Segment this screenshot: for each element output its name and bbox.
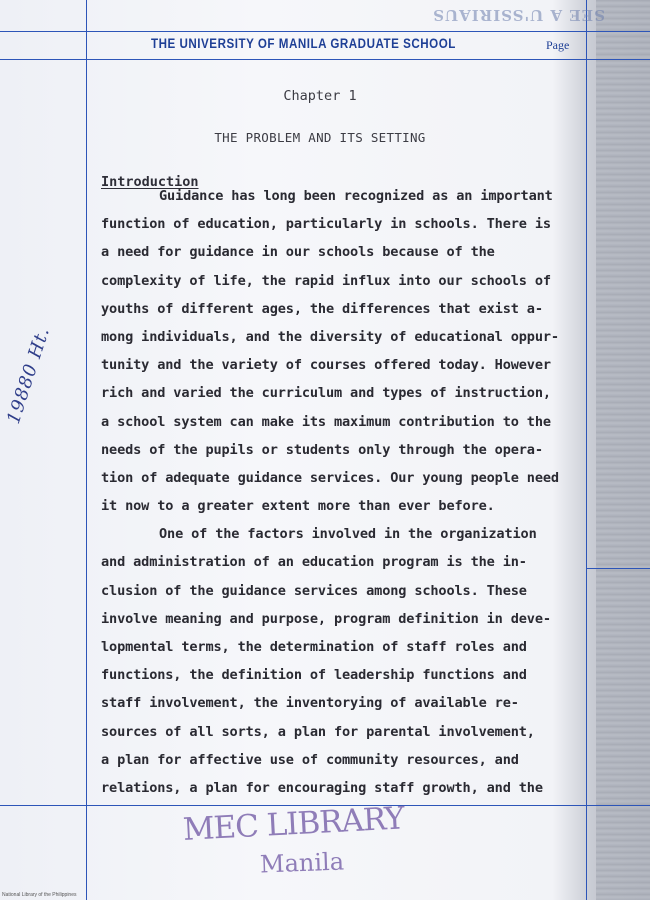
text-line: involve meaning and purpose, program definition in deve- — [101, 610, 551, 627]
handwritten-margin-note: 19880 Ht. — [3, 324, 55, 427]
top-stamp: SEE A U'SSIRIAUS — [432, 6, 605, 24]
library-stamp-name: MEC LIBRARY — [182, 800, 405, 848]
text-line: complexity of life, the rapid influx into our schools of — [101, 272, 551, 289]
text-line: functions, the definition of leadership functions and — [101, 667, 527, 684]
rule-right-mark — [586, 568, 650, 569]
text-line: tunity and the variety of courses offered today. However — [101, 357, 551, 374]
page-header-title: THE UNIVERSITY OF MANILA GRADUATE SCHOOL — [151, 36, 456, 51]
rule-top — [0, 31, 650, 32]
text-line: Guidance has long been recognized as an important — [159, 188, 553, 204]
text-line: function of education, particularly in schools. There is — [101, 216, 551, 233]
text-line: sources of all sorts, a plan for parental involvement, — [101, 723, 535, 740]
text-line: it now to a greater extent more than ever before. — [101, 498, 495, 515]
text-line: lopmental terms, the determination of staff roles and — [101, 639, 527, 655]
text-line: tion of adequate guidance services. Our young people need — [101, 469, 559, 486]
rule-left-margin — [86, 0, 87, 900]
text-line: youths of different ages, the differences that exist a- — [101, 300, 543, 317]
scan-footer: National Library of the Philippines — [2, 892, 77, 898]
text-line: rich and varied the curriculum and types of instruction, — [101, 385, 551, 402]
text-line: mong individuals, and the diversity of educational oppur- — [101, 328, 559, 345]
library-stamp — [178, 800, 423, 882]
rule-header-bottom — [0, 59, 650, 60]
text-line: a plan for affective use of community resources, and — [101, 751, 519, 768]
text-line: a need for guidance in our schools because of the — [101, 244, 495, 261]
text-line: staff involvement, the inventorying of available re- — [101, 695, 519, 712]
scan-edge-shadow — [596, 0, 650, 900]
page-number-label: Page — [546, 38, 570, 52]
text-line: and administration of an education program is the in- — [101, 554, 527, 571]
text-line: needs of the pupils or students only through the opera- — [101, 441, 543, 458]
text-line: clusion of the guidance services among schools. These — [101, 582, 527, 599]
text-line: relations, a plan for encouraging staff growth, and the — [101, 779, 543, 796]
body-text — [101, 182, 591, 802]
library-stamp-city: Manila — [259, 847, 345, 879]
introduction-heading: Introduction — [101, 174, 199, 190]
chapter-heading: Chapter 1 — [283, 88, 357, 104]
section-title: THE PROBLEM AND ITS SETTING — [214, 130, 426, 145]
text-line: a school system can make its maximum contribution to the — [101, 413, 551, 430]
text-line: One of the factors involved in the organization — [159, 526, 537, 543]
